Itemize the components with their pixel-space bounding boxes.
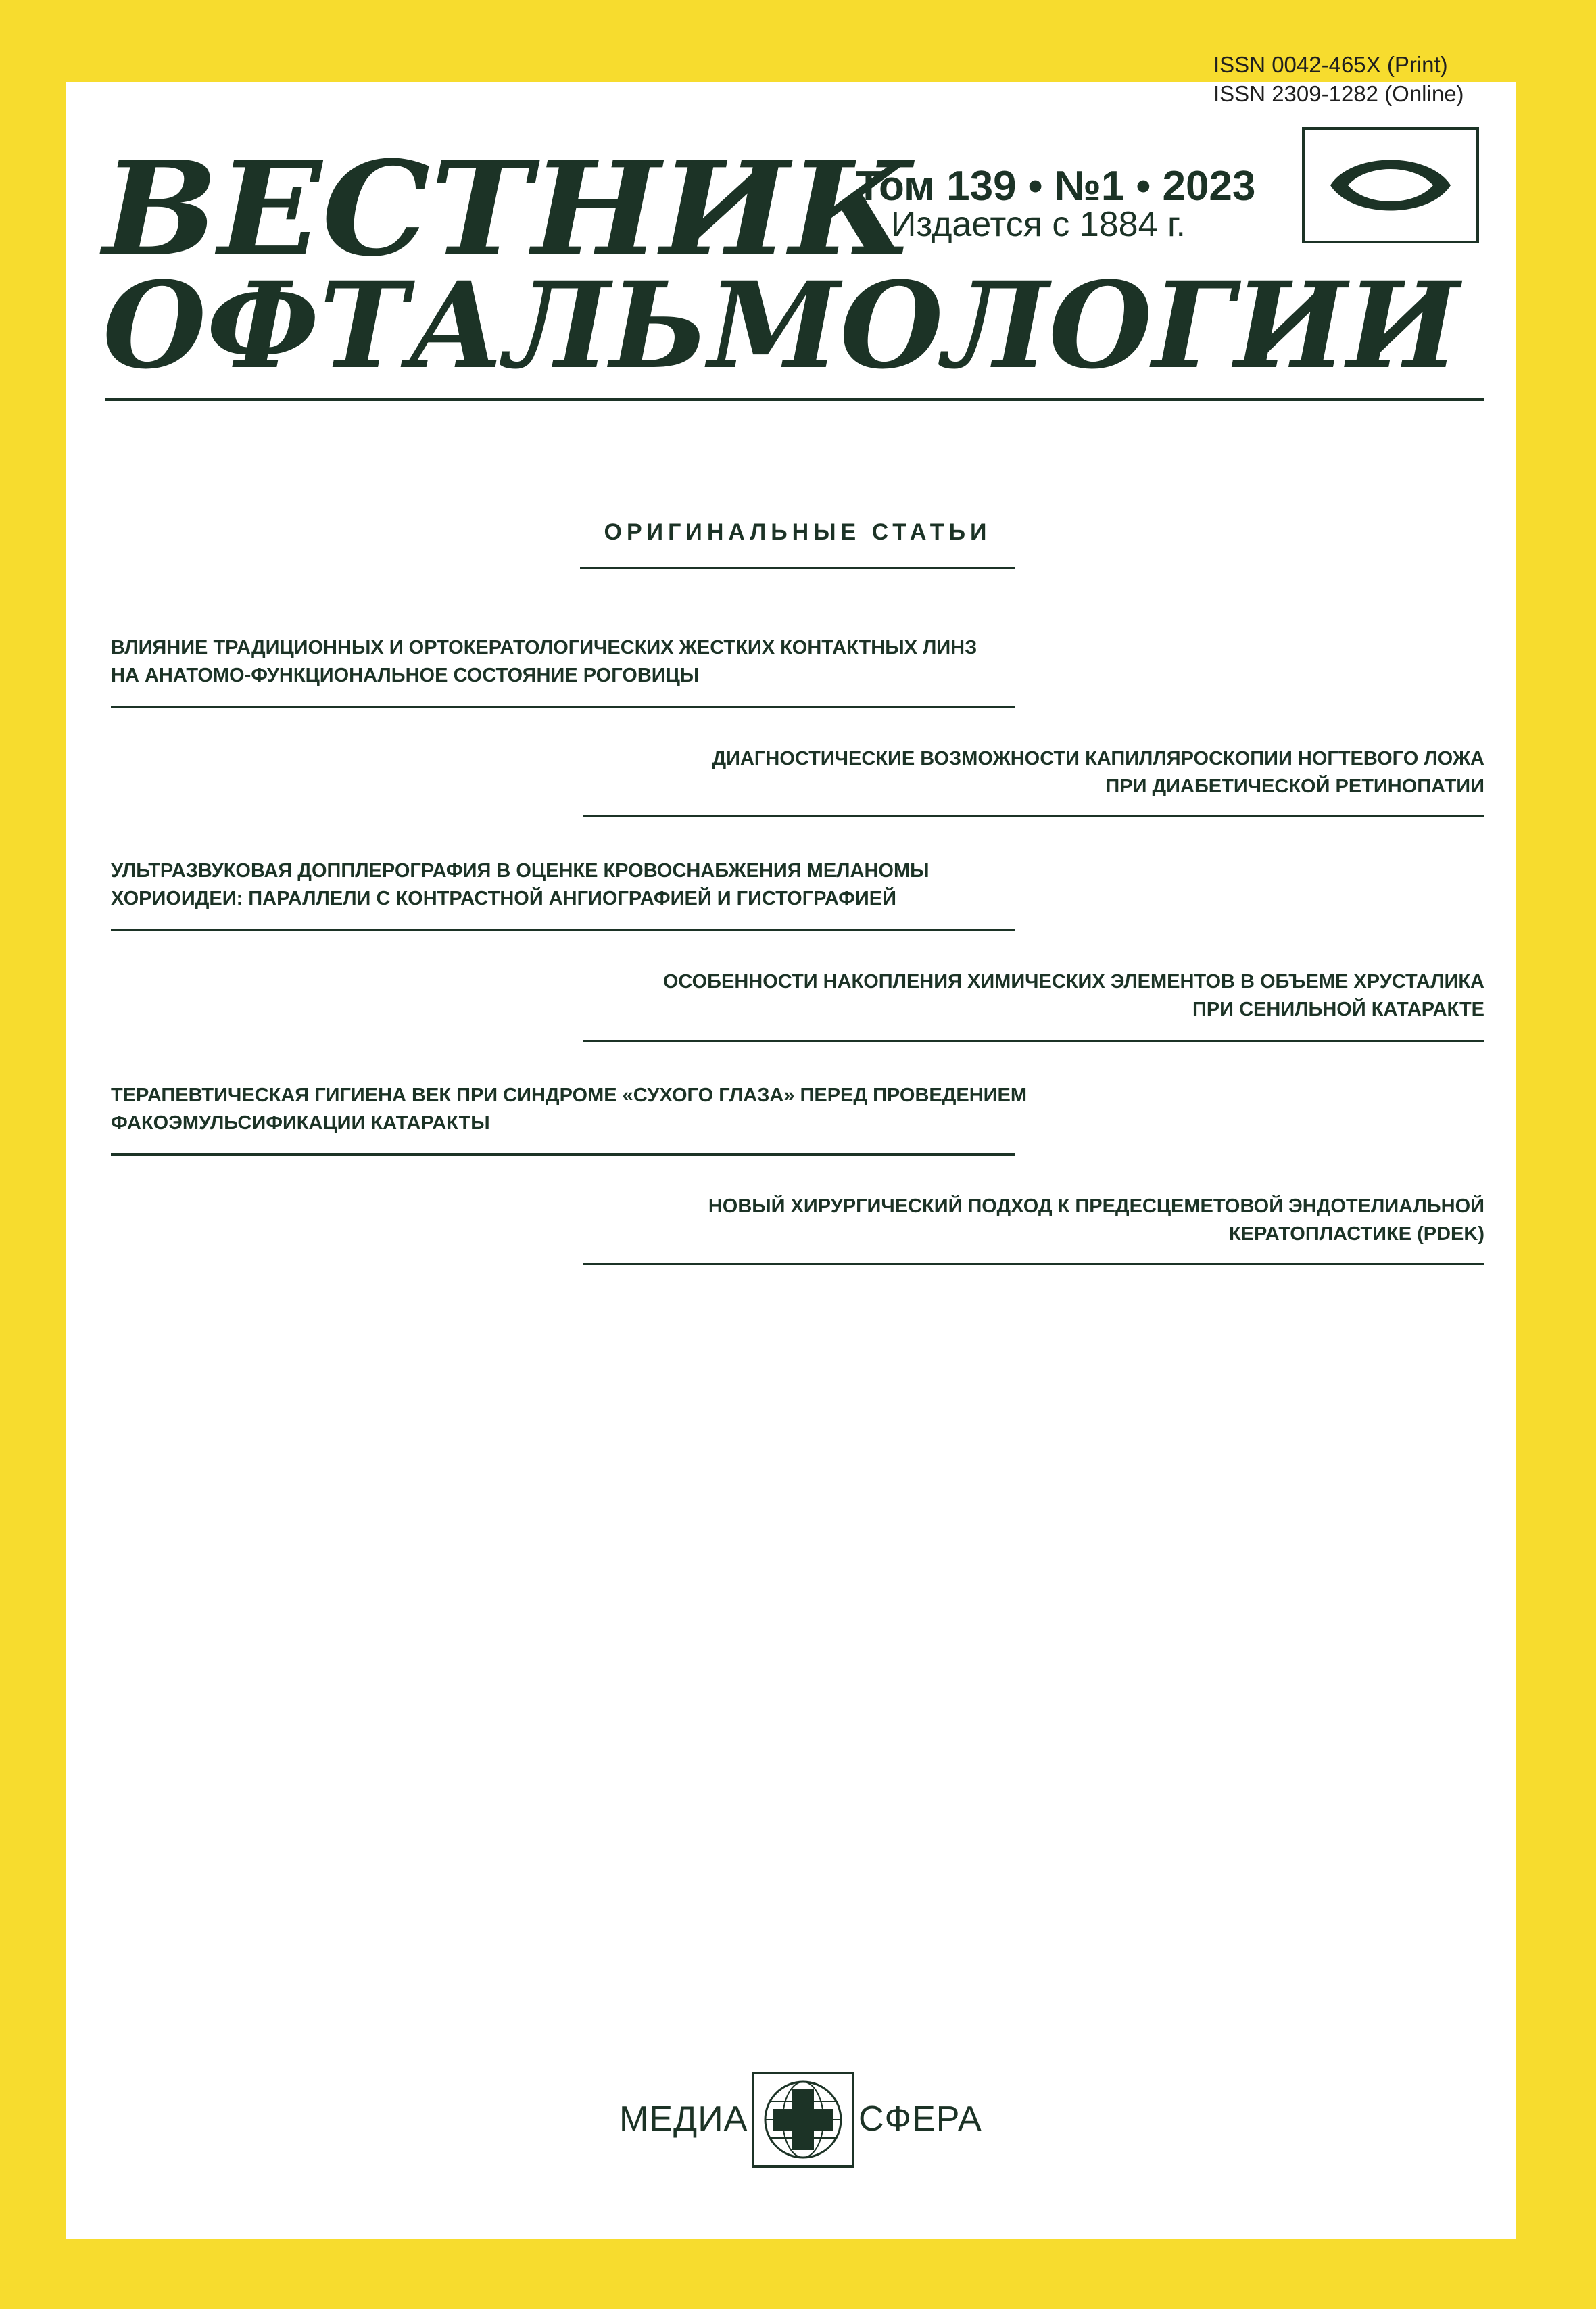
issn-online: ISSN 2309-1282 (Online) xyxy=(1213,81,1464,106)
section-divider xyxy=(580,567,1015,569)
journal-title-line-1: ВЕСТНИК xyxy=(103,133,913,285)
publisher-name-right: СФЕРА xyxy=(859,2099,982,2139)
article-title-line: КЕРАТОПЛАСТИКЕ (PDEK) xyxy=(1228,1223,1484,1245)
article-title-line: ОСОБЕННОСТИ НАКОПЛЕНИЯ ХИМИЧЕСКИХ ЭЛЕМЕНТОВ В ОБЪЕМЕ ХРУСТАЛИКА xyxy=(662,971,1484,993)
article-title-line: НА АНАТОМО-ФУНКЦИОНАЛЬНОЕ СОСТОЯНИЕ РОГОВИЦЫ xyxy=(111,665,700,686)
journal-title-line-2: ОФТАЛЬМОЛОГИИ xyxy=(103,256,1459,396)
article-title-line: ДИАГНОСТИЧЕСКИЕ ВОЗМОЖНОСТИ КАПИЛЛЯРОСКОПИИ НОГТЕВОГО ЛОЖА xyxy=(712,748,1484,769)
cover-page xyxy=(66,82,1516,2239)
article-entry xyxy=(111,634,1017,690)
article-divider xyxy=(111,1153,1015,1156)
issn-print: ISSN 0042-465X (Print) xyxy=(1213,52,1448,77)
publisher-logo xyxy=(616,2069,995,2170)
article-title-line: ТЕРАПЕВТИЧЕСКАЯ ГИГИЕНА ВЕК ПРИ СИНДРОМЕ «СУХОГО ГЛАЗА» ПЕРЕД ПРОВЕДЕНИЕМ xyxy=(111,1085,1027,1106)
article-entry xyxy=(583,745,1484,801)
published-since: Издается с 1884 г. xyxy=(891,205,1186,244)
article-title-line: ПРИ ДИАБЕТИЧЕСКОЙ РЕТИНОПАТИИ xyxy=(1105,776,1484,797)
article-entry xyxy=(111,1082,1027,1137)
article-divider xyxy=(583,1040,1484,1042)
volume-issue-year: Том 139 • №1 • 2023 xyxy=(856,163,1256,210)
article-divider xyxy=(111,929,1015,931)
eye-icon xyxy=(1305,130,1476,241)
article-divider xyxy=(111,706,1015,708)
globe-cross-icon xyxy=(749,2069,857,2170)
article-title-line: УЛЬТРАЗВУКОВАЯ ДОППЛЕРОГРАФИЯ В ОЦЕНКЕ КРОВОСНАБЖЕНИЯ МЕЛАНОМЫ xyxy=(111,860,929,882)
article-entry xyxy=(583,1193,1484,1248)
article-title-line: ВЛИЯНИЕ ТРАДИЦИОННЫХ И ОРТОКЕРАТОЛОГИЧЕСКИХ ЖЕСТКИХ КОНТАКТНЫХ ЛИНЗ xyxy=(111,637,977,659)
article-entry xyxy=(583,968,1484,1024)
article-divider xyxy=(583,815,1484,817)
publisher-name-left: МЕДИА xyxy=(619,2099,748,2139)
article-title-line: ХОРИОИДЕИ: ПАРАЛЛЕЛИ С КОНТРАСТНОЙ АНГИОГРАФИЕЙ И ГИСТОГРАФИЕЙ xyxy=(111,888,896,909)
article-entry xyxy=(111,857,1017,913)
article-title-line: НОВЫЙ ХИРУРГИЧЕСКИЙ ПОДХОД К ПРЕДЕСЦЕМЕТОВОЙ ЭНДОТЕЛИАЛЬНОЙ xyxy=(708,1195,1484,1217)
article-title-line: ПРИ СЕНИЛЬНОЙ КАТАРАКТЕ xyxy=(1192,999,1484,1020)
section-heading: ОРИГИНАЛЬНЫЕ СТАТЬИ xyxy=(604,519,992,545)
eye-emblem xyxy=(1302,127,1479,243)
article-title-line: ФАКОЭМУЛЬСИФИКАЦИИ КАТАРАКТЫ xyxy=(111,1112,490,1134)
masthead-divider xyxy=(105,398,1484,401)
article-divider xyxy=(583,1263,1484,1265)
issn-block xyxy=(1213,50,1464,108)
